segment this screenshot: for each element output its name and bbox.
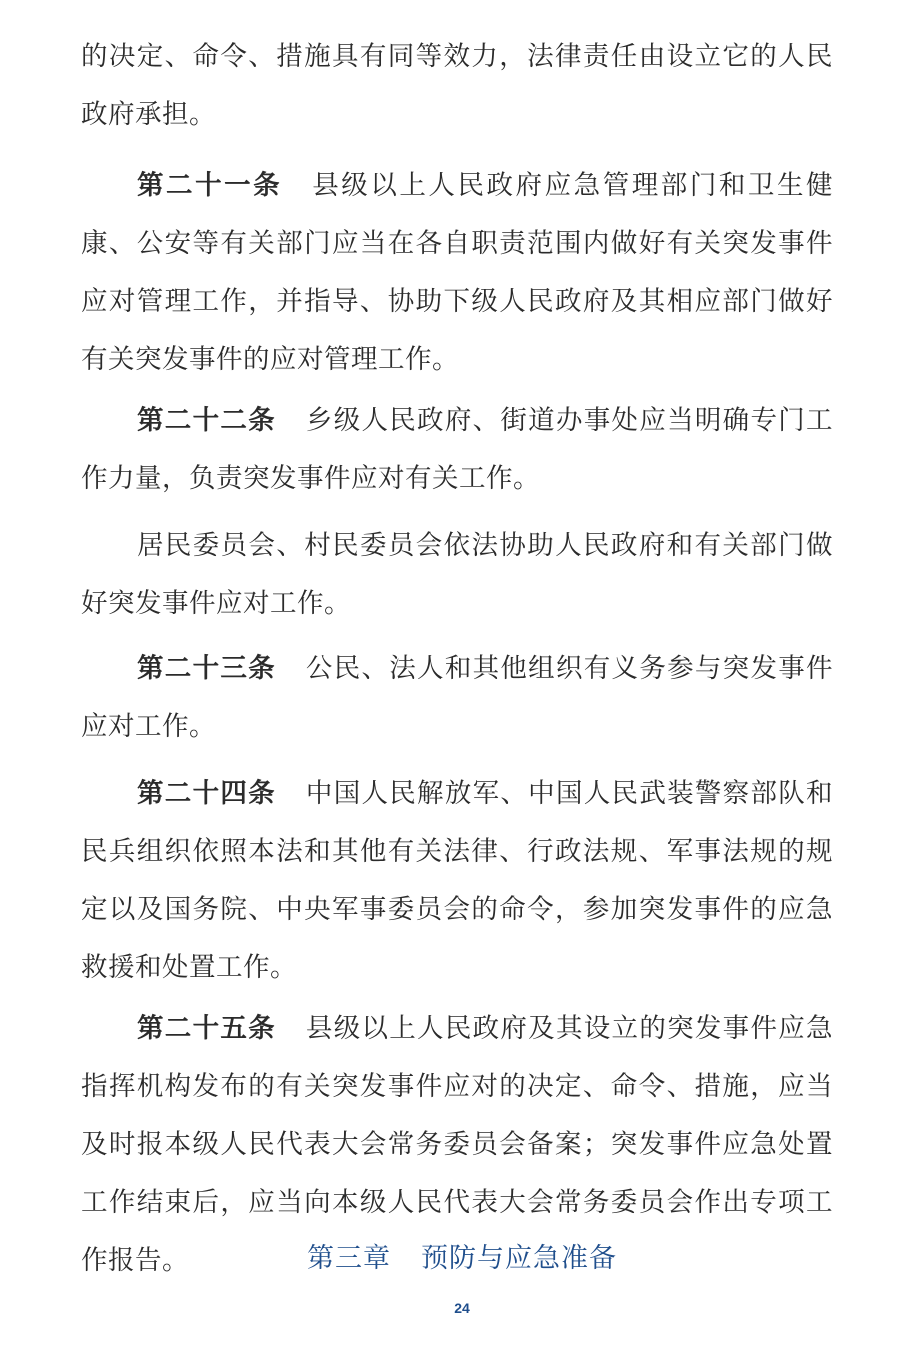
paragraph-text: 居民委员会、村民委员会依法协助人民政府和有关部门做好突发事件应对工作。 <box>81 530 833 619</box>
chapter-heading <box>0 1239 924 1279</box>
paragraph-continuation <box>81 28 833 144</box>
article-heading: 第二十四条 <box>137 778 276 809</box>
article-23 <box>81 640 833 756</box>
article-body: 公民、法人和其他组织有义务参与突发事件应对工作。 <box>81 653 834 742</box>
article-body: 县级以上人民政府应急管理部门和卫生健康、公安等有关部门应当在各自职责范围内做好有关突发事件应对管理工作，并指导、协助下级人民政府及其相应部门做好有关突发事件的应对管理工作。 <box>81 170 834 375</box>
article-heading: 第二十五条 <box>137 1013 276 1044</box>
article-heading: 第二十一条 <box>137 170 283 201</box>
article-body: 中国人民解放军、中国人民武装警察部队和民兵组织依照本法和其他有关法律、行政法规、军事法规的规定以及国务院、中央军事委员会的命令，参加突发事件的应急救援和处置工作。 <box>81 778 834 983</box>
article-21 <box>81 157 833 389</box>
paragraph-text: 的决定、命令、措施具有同等效力，法律责任由设立它的人民政府承担。 <box>81 41 833 130</box>
article-heading: 第二十二条 <box>137 405 276 436</box>
article-24 <box>81 765 833 997</box>
article-22-paragraph-2 <box>81 517 833 633</box>
page-number: 24 <box>454 1300 470 1316</box>
article-body: 县级以上人民政府及其设立的突发事件应急指挥机构发布的有关突发事件应对的决定、命令、措施，应当及时报本级人民代表大会常务委员会备案；突发事件应急处置工作结束后，应当向本级人民代表大会常务委员会作出专项工作报告。 <box>81 1013 834 1276</box>
article-body: 乡级人民政府、街道办事处应当明确专门工作力量，负责突发事件应对有关工作。 <box>81 405 834 494</box>
chapter-title: 预防与应急准备 <box>421 1243 617 1274</box>
article-heading: 第二十三条 <box>137 653 276 684</box>
article-22 <box>81 392 833 508</box>
chapter-number: 第三章 <box>307 1243 391 1274</box>
